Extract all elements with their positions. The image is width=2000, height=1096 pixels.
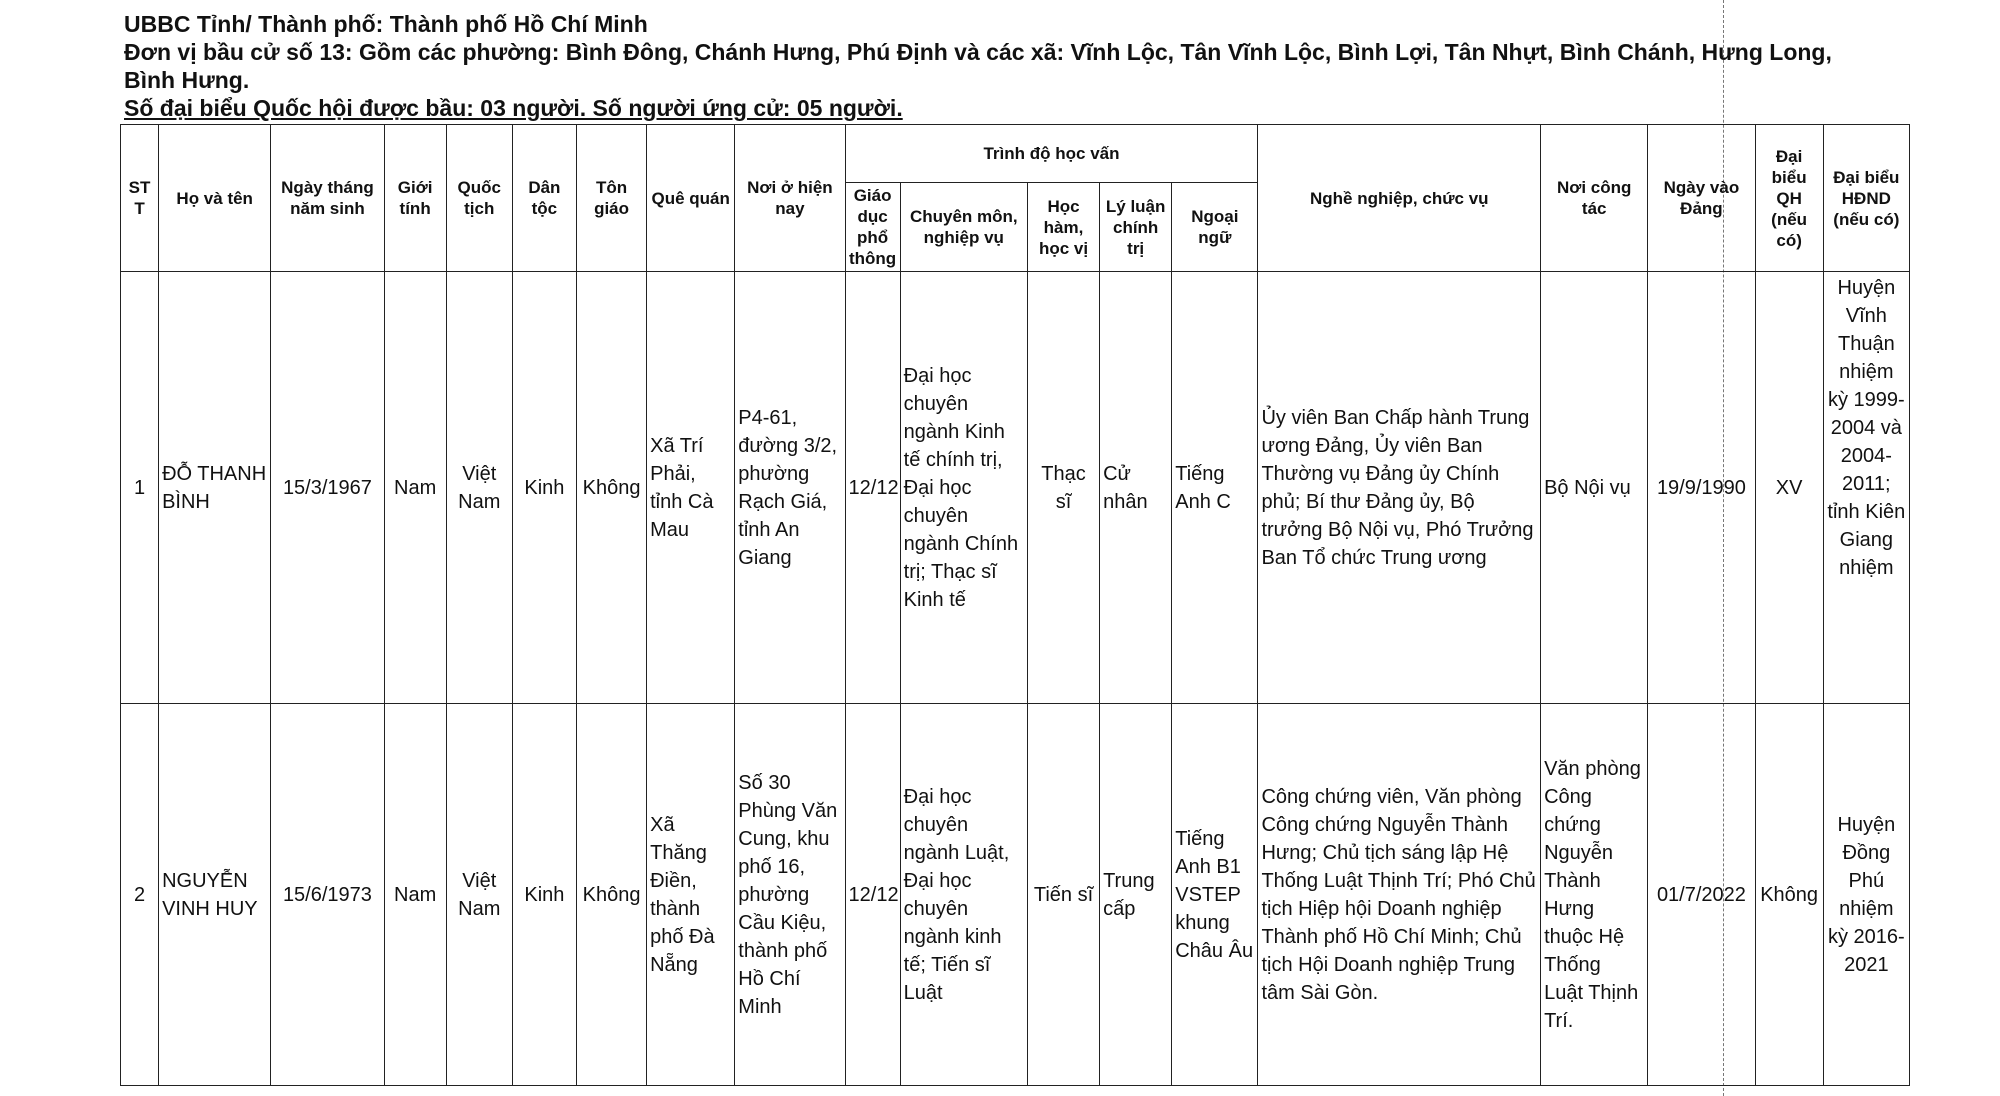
cell-council-delegate bbox=[1823, 272, 1909, 704]
col-education-group: Trình độ học vấn bbox=[845, 125, 1258, 183]
cell-foreign-language: Tiếng Anh C bbox=[1172, 272, 1258, 704]
cell-general-edu: 12/12 bbox=[845, 704, 900, 1086]
council-delegate-text: Huyện Vĩnh Thuận nhiệm kỳ 1999-2004 và 2004-2011; tỉnh Kiên Giang nhiệm bbox=[1827, 277, 1906, 579]
cell-ethnicity: Kinh bbox=[512, 704, 576, 1086]
delegate-count-line: Số đại biểu Quốc hội được bầu: 03 người. Số người ứng cử: 05 người. bbox=[124, 95, 903, 121]
cell-gender: Nam bbox=[384, 272, 446, 704]
cell-religion: Không bbox=[576, 704, 646, 1086]
cell-political-theory: Cử nhân bbox=[1100, 272, 1172, 704]
col-dob: Ngày tháng năm sinh bbox=[271, 125, 384, 272]
col-workplace: Nơi công tác bbox=[1541, 125, 1648, 272]
cell-religion: Không bbox=[576, 272, 646, 704]
table-row bbox=[121, 704, 1910, 1086]
col-gender: Giới tính bbox=[384, 125, 446, 272]
document-header bbox=[124, 10, 1884, 122]
cell-residence: P4-61, đường 3/2, phường Rạch Giá, tỉnh An Giang bbox=[735, 272, 845, 704]
candidate-table bbox=[120, 124, 1910, 1086]
cell-specialty: Đại học chuyên ngành Luật, Đại học chuyên ngành kinh tế; Tiến sĩ Luật bbox=[900, 704, 1027, 1086]
col-hometown: Quê quán bbox=[647, 125, 735, 272]
cell-hometown: Xã Thăng Điền, thành phố Đà Nẵng bbox=[647, 704, 735, 1086]
col-stt: ST T bbox=[121, 125, 159, 272]
col-degree: Học hàm, học vị bbox=[1027, 183, 1099, 272]
cell-na-delegate: XV bbox=[1755, 272, 1823, 704]
col-religion: Tôn giáo bbox=[576, 125, 646, 272]
col-council-delegate: Đại biểu HĐND (nếu có) bbox=[1823, 125, 1909, 272]
col-nationality: Quốc tịch bbox=[446, 125, 512, 272]
col-ethnicity: Dân tộc bbox=[512, 125, 576, 272]
electoral-unit-line: Đơn vị bầu cử số 13: Gồm các phường: Bình Đông, Chánh Hưng, Phú Định và các xã: Vĩnh Lộc, Tân Vĩnh Lộc, Bình Lợi, Tân Nhựt, Bình Chánh, Hưng Long, Bình Hưng. bbox=[124, 39, 1832, 93]
table-row bbox=[121, 272, 1910, 704]
cell-political-theory: Trung cấp bbox=[1100, 704, 1172, 1086]
col-residence: Nơi ở hiện nay bbox=[735, 125, 845, 272]
cell-gender: Nam bbox=[384, 704, 446, 1086]
cell-nationality: Việt Nam bbox=[446, 272, 512, 704]
cell-residence: Số 30 Phùng Văn Cung, khu phố 16, phường Cầu Kiệu, thành phố Hồ Chí Minh bbox=[735, 704, 845, 1086]
col-foreign-language: Ngoại ngữ bbox=[1172, 183, 1258, 272]
cell-name: NGUYỄN VINH HUY bbox=[159, 704, 271, 1086]
cell-workplace: Bộ Nội vụ bbox=[1541, 272, 1648, 704]
cell-dob: 15/6/1973 bbox=[271, 704, 384, 1086]
col-occupation: Nghề nghiệp, chức vụ bbox=[1258, 125, 1541, 272]
cell-party-date: 19/9/1990 bbox=[1648, 272, 1755, 704]
cell-hometown: Xã Trí Phải, tỉnh Cà Mau bbox=[647, 272, 735, 704]
cell-foreign-language: Tiếng Anh B1 VSTEP khung Châu Âu bbox=[1172, 704, 1258, 1086]
cell-stt: 2 bbox=[121, 704, 159, 1086]
cell-name: ĐỖ THANH BÌNH bbox=[159, 272, 271, 704]
cell-council-delegate: Huyện Đồng Phú nhiệm kỳ 2016-2021 bbox=[1823, 704, 1909, 1086]
cell-specialty: Đại học chuyên ngành Kinh tế chính trị, Đại học chuyên ngành Chính trị; Thạc sĩ Kinh tế bbox=[900, 272, 1027, 704]
cell-occupation: Ủy viên Ban Chấp hành Trung ương Đảng, Ủy viên Ban Thường vụ Đảng ủy Chính phủ; Bí thư Đảng ủy, Bộ trưởng Bộ Nội vụ, Phó Trưởng Ban Tổ chức Trung ương bbox=[1258, 272, 1541, 704]
cell-nationality: Việt Nam bbox=[446, 704, 512, 1086]
committee-line: UBBC Tỉnh/ Thành phố: Thành phố Hồ Chí Minh bbox=[124, 11, 648, 37]
col-party-date: Ngày vào Đảng bbox=[1648, 125, 1755, 272]
cell-workplace: Văn phòng Công chứng Nguyễn Thành Hưng thuộc Hệ Thống Luật Thịnh Trí. bbox=[1541, 704, 1648, 1086]
col-political-theory: Lý luận chính trị bbox=[1100, 183, 1172, 272]
cell-dob: 15/3/1967 bbox=[271, 272, 384, 704]
cell-degree: Thạc sĩ bbox=[1027, 272, 1099, 704]
cell-degree: Tiến sĩ bbox=[1027, 704, 1099, 1086]
col-name: Họ và tên bbox=[159, 125, 271, 272]
cell-stt: 1 bbox=[121, 272, 159, 704]
col-general-edu: Giáo dục phổ thông bbox=[845, 183, 900, 272]
cell-party-date: 01/7/2022 bbox=[1648, 704, 1755, 1086]
cell-ethnicity: Kinh bbox=[512, 272, 576, 704]
cell-general-edu: 12/12 bbox=[845, 272, 900, 704]
col-specialty: Chuyên môn, nghiệp vụ bbox=[900, 183, 1027, 272]
cell-occupation: Công chứng viên, Văn phòng Công chứng Nguyễn Thành Hưng; Chủ tịch sáng lập Hệ Thống Luật Thịnh Trí; Phó Chủ tịch Hiệp hội Doanh nghiệp Thành phố Hồ Chí Minh; Chủ tịch Hội Doanh nghiệp Trung tâm Sài Gòn. bbox=[1258, 704, 1541, 1086]
cell-na-delegate: Không bbox=[1755, 704, 1823, 1086]
col-na-delegate: Đại biểu QH (nếu có) bbox=[1755, 125, 1823, 272]
